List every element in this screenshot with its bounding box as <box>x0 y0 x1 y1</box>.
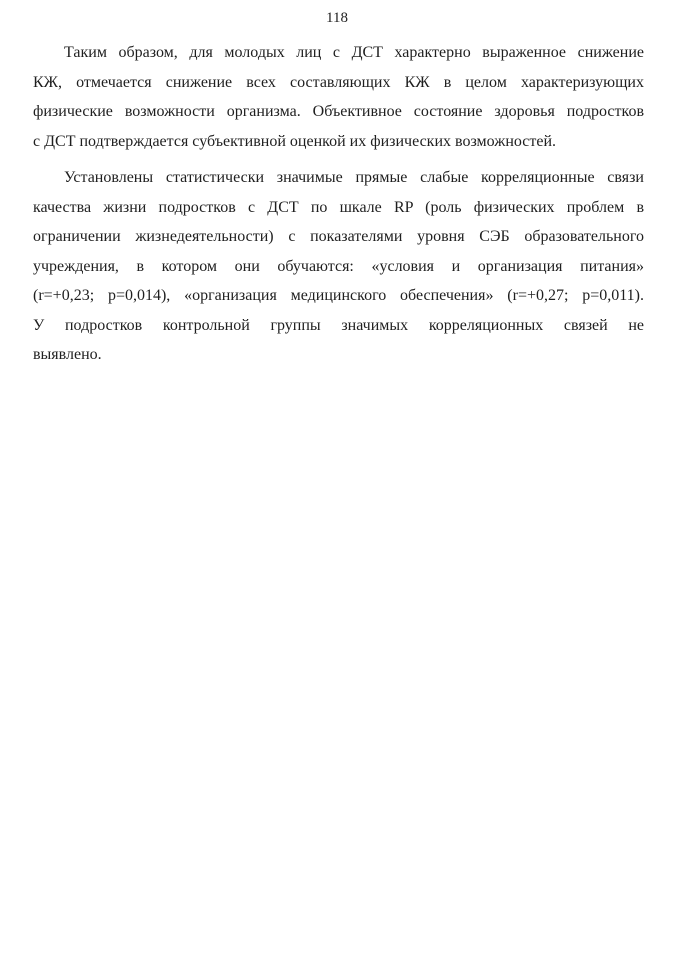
text-line: выявлено. <box>33 346 102 363</box>
paragraph-correlations <box>33 163 644 370</box>
text-line: качества жизни подростков с ДСТ по шкале RP (роль физических проблем в <box>33 198 644 216</box>
paragraph-spacer <box>33 156 644 163</box>
text-line: Таким образом, для молодых лиц с ДСТ характерно выраженное снижение <box>64 44 644 61</box>
text-line: ограничении жизнедеятельности) с показателями уровня СЭБ образовательного <box>33 228 644 245</box>
paragraph-conclusion <box>33 38 644 156</box>
text-line: КЖ, отмечается снижение всех составляющих КЖ в целом характеризующих <box>33 73 644 91</box>
page-number: 118 <box>326 10 348 26</box>
body-text <box>33 38 644 370</box>
text-line: (r=+0,23; p=0,014), «организация медицинского обеспечения» (r=+0,27; p=0,011). <box>33 287 644 304</box>
text-line: учреждения, в котором они обучаются: «условия и организация питания» <box>33 257 644 275</box>
text-line: У подростков контрольной группы значимых корреляционных связей не <box>33 316 644 334</box>
text-line: Установлены статистически значимые прямые слабые корреляционные связи <box>64 169 644 186</box>
text-line: физические возможности организма. Объективное состояние здоровья подростков <box>33 103 644 120</box>
text-line: с ДСТ подтверждается субъективной оценкой их физических возможностей. <box>33 132 557 150</box>
